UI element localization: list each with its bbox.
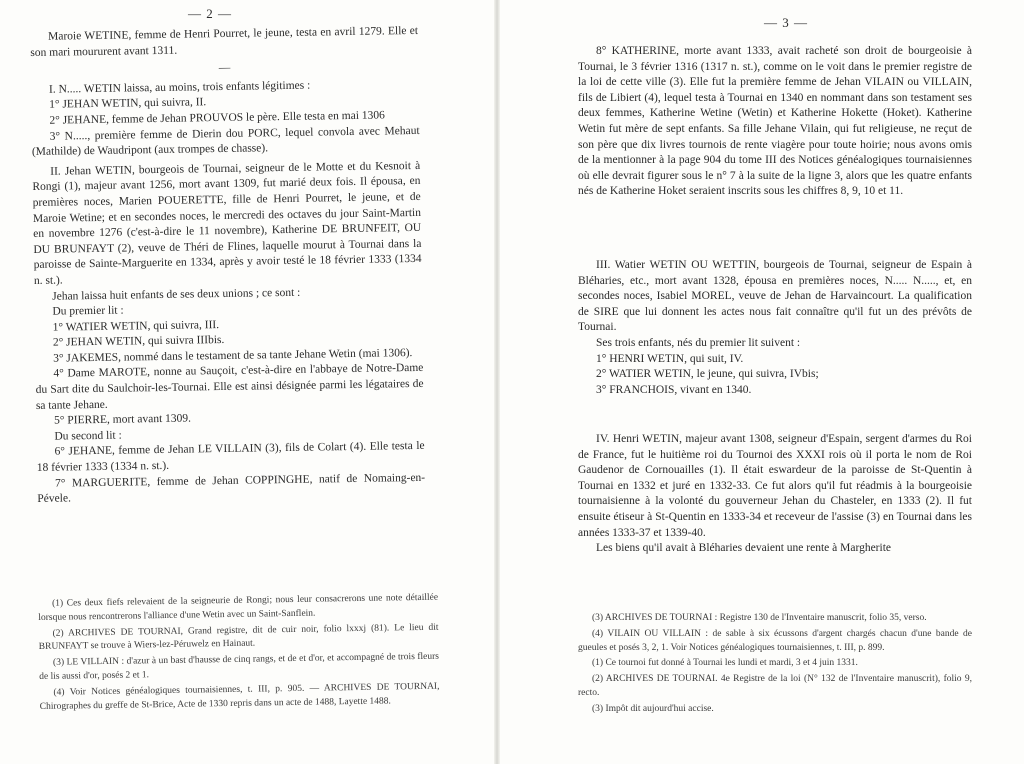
first-bed-label: Du premier lit :	[52, 304, 124, 318]
section-IV-paragraph: IV. Henri WETIN, majeur avant 1308, seigneur d'Espain, sergent d'armes du Roi de France, fut le huitième roi du Tournoi des XXXI rois où il porta le nom de Roi Gaudenor de Cornouailles (1). Il était eswardeur de la paroisse de St-Quentin à Tournai en 1332 et juré en 1332-33. Ce fut alors qu'il fut réadmis à la bourgeoisie tournaisienne à la volonté du gouverneur Jehan du Chasteler, en 1333 (2). Il fut ensuite étiseur à St-Quentin en 1333-34 et receveur de l'assise (3) en Tournai dans les années 1333-37 et 1339-40.	[578, 433, 972, 539]
child-III-3: 3° FRANCHOIS, vivant en 1340.	[596, 383, 752, 396]
child-second-7: 7° MARGUERITE, femme de Jehan COPPINGHE, natif de Nomaing-en-Pévele.	[37, 471, 426, 506]
section-II-paragraph: II. Jehan WETIN, bourgeois de Tournai, seigneur de le Motte et du Kesnoit à Rongi (1), majeur avant 1256, mort avant 1309, fut marié deux fois. Il épousa, en premières noces, Marien POUERETTE, fille de Henri Pourret, le jeune, et de Maroie Wetine; et en secondes noces, le mercredi des octaves du jour Saint-Martin en novembre 1276 (c'est-à-dire le 11 novembre), Katherine DE BRUNFEIT, OU DU BRUNFAYT (2), veuve de Théri de Flines, laquelle mourut à Tournai dans la paroisse de Sainte-Marguerite en 1334, après y avoir testé le 18 février 1333 (1334 n. st.).	[32, 159, 422, 287]
left-footnote-2: (2) ARCHIVES DE TOURNAI, Grand registre, dit de cuir noir, folio lxxxj (81). Le lieu dit BRUNFAYT se trouve à Wiers-lez-Péruwelz en Hainaut.	[38, 622, 439, 653]
children-III-intro: Ses trois enfants, nés du premier lit suivent :	[596, 336, 801, 349]
section-IV-last-line: Les biens qu'il avait à Bléharies devaient une rente à Margherite	[596, 542, 891, 555]
second-bed-label: Du second lit :	[54, 429, 122, 443]
child-III-2: 2° WATIER WETIN, le jeune, qui suivra, IVbis;	[596, 368, 819, 381]
child-first-4: 4° Dame MAROTE, nonne au Sauçoit, c'est-à-dire en l'abbaye de Notre-Dame du Sart dite du Saulchoir-les-Tournai. Elle est ainsi désignée parmi les légataires de sa tante Jehane.	[35, 362, 424, 412]
child-second-6: 6° JEHANE, femme de Jehan LE VILLAIN (3), fils de Colart (4). Elle testa le 18 février 1333 (1334 n. st.).	[36, 440, 425, 474]
left-main-text	[30, 24, 425, 508]
children-intro: Jehan laissa huit enfants de ses deux unions ; ce sont :	[52, 286, 301, 303]
right-page-number: — 3 —	[764, 15, 808, 30]
child-first-1: 1° WATIER WETIN, qui suivra, III.	[52, 318, 220, 334]
left-footnote-4: (4) Voir Notices généalogiques tournaisiennes, t. III, p. 905. — ARCHIVES DE TOURNAI, Chirographes du greffe de St-Brice, Acte de 1330 repris dans un acte de 1488, Layette 1488.	[39, 681, 440, 712]
continuation-paragraph: Maroie WETINE, femme de Henri Pourret, le jeune, testa en avril 1279. Elle et son mari moururent avant 1311.	[30, 24, 419, 59]
right-page	[502, 0, 1024, 764]
child-I-1: 1° JEHAN WETIN, qui suivra, II.	[49, 96, 207, 112]
right-footnote-bottom-1: (1) Ce tournoi fut donné à Tournai les lundi et mardi, 3 et 4 juin 1331.	[592, 658, 858, 669]
child-III-1: 1° HENRI WETIN, qui suit, IV.	[596, 352, 744, 365]
child-I-3: 3° N....., première femme de Dierin dou PORC, lequel convola avec Mehaut (Mathilde) de Waudripont (aux trompes de chasse).	[31, 124, 420, 159]
left-page	[0, 0, 490, 764]
separator-dash: —	[218, 62, 231, 75]
right-footnote-top-4: (4) VILAIN OU VILLAIN : de sable à six écussons d'argent chargés chacun d'une bande de gueules et posés 3, 2, 1. Voir Notices généalogiques tournaisiennes, t. III, p. 899.	[578, 628, 972, 653]
child-first-3: 3° JAKEMES, nommé dans le testament de sa tante Jehane Wetin (mai 1306).	[53, 346, 413, 365]
right-footnotes	[578, 612, 972, 719]
right-section-III-block	[578, 258, 972, 398]
right-footnote-top-3: (3) ARCHIVES DE TOURNAI : Registre 130 de l'Inventaire manuscrit, folio 35, verso.	[592, 613, 927, 623]
child-I-2: 2° JEHANE, femme de Jehan PROUVOS le père. Elle testa en mai 1306	[49, 109, 385, 127]
book-gutter	[494, 0, 500, 764]
child-first-2: 2° JEHAN WETIN, qui suivra IIIbis.	[52, 334, 225, 349]
left-footnote-1: (1) Ces deux fiefs relevaient de la seigneurie de Rongi; nous leur consacrerons une note détaillée lorsque nous rencontrerons l'alliance d'une Wetin avec un Saint-Sanflein.	[38, 592, 439, 623]
right-footnote-bottom-3: (3) Impôt dit aujourd'hui accise.	[592, 703, 714, 714]
left-footnotes	[38, 592, 440, 717]
section-III-paragraph: III. Watier WETIN OU WETTIN, bourgeois de Tournai, seigneur de Espain à Bléharies, etc., mort avant 1328, épousa en premières noces, N..... N....., et, en secondes noces, Isabiel MOREL, veuve de Jehan de Harvaincourt. La qualification de SIRE que lui donnent les actes nous fait connaître qu'il fut un des prévôts de Tournai.	[578, 259, 972, 334]
left-footnote-3: (3) LE VILLAIN : d'azur à un bast d'hausse de cinq rangs, et de et d'or, et accompagné de trois fleurs de lis aussi d'or, posés 2 et 1.	[39, 651, 440, 682]
right-footnote-bottom-2: (2) ARCHIVES DE TOURNAI. 4e Registre de la loi (N° 132 de l'Inventaire manuscrit), folio 9, recto.	[578, 674, 972, 698]
child-first-5: 5° PIERRE, mort avant 1309.	[54, 412, 192, 427]
right-section-IV-block	[578, 432, 972, 557]
entry-8-paragraph: 8° KATHERINE, morte avant 1333, avait racheté son droit de bourgeoisie à Tournai, le 3 février 1316 (1317 n. st.), comme on le voit dans le premier registre de la loi de cette ville (3). Elle fut la première femme de Jehan VILAIN ou VILLAIN, fils de Libiert (4), lequel testa à Tournai en 1340 en nommant dans son testament ses deux femmes, Katherine Wetine (Wetin) et Katherine Hokette (Hoket). Katherine Wetin fut mère de sept enfants. Sa fille Jehane Vilain, qui fut religieuse, ne reçut de son père que dix livres tournois de rente viagère pour toute hoirie; nous avons omis de la mentionner à la page 904 du tome III des Notices généalogiques tournaisiennes où elle devrait figurer sous le n° 7 à la suite de la ligne 3, alors que les quatre enfants nés de Katherine Hoket seraient inscrits sous les chiffres 8, 9, 10 et 11.	[578, 45, 972, 198]
left-page-number: — 2 —	[188, 6, 232, 21]
section-I-heading: I. N..... WETIN laissa, au moins, trois enfants légitimes :	[48, 79, 311, 96]
right-entry-8-block	[578, 44, 972, 200]
